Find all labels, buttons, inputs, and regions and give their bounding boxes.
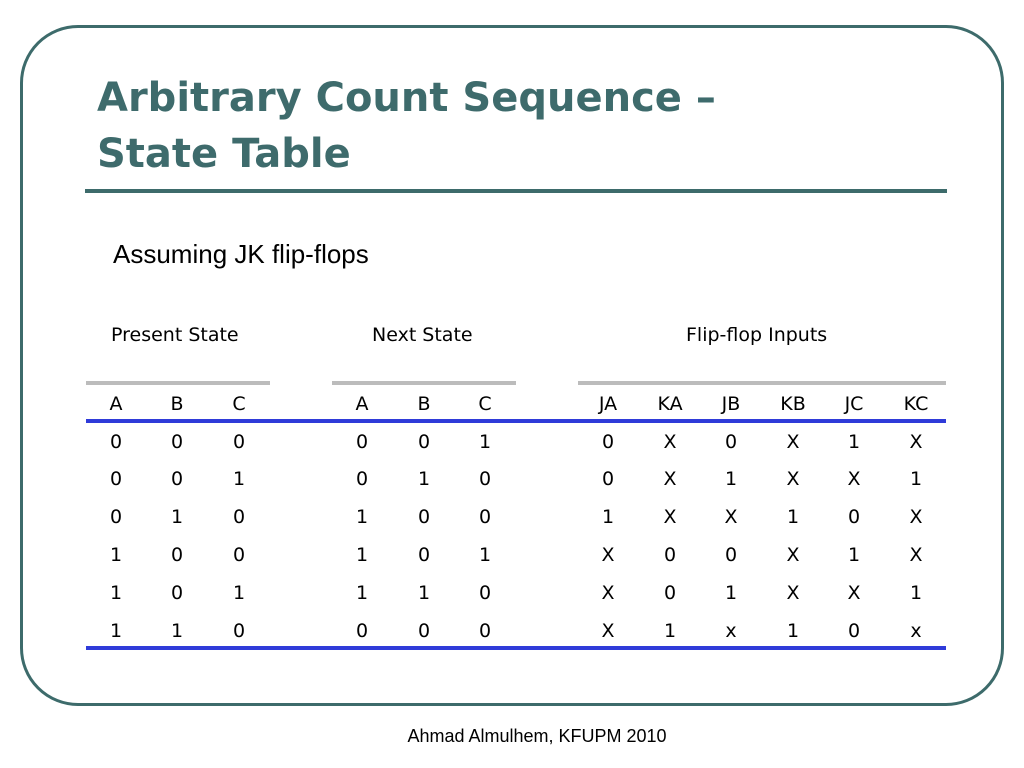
table-cell: 1 xyxy=(786,506,800,528)
table-cell: x xyxy=(725,620,737,642)
table-cell: 1 xyxy=(109,544,123,566)
table-cell: 0 xyxy=(109,506,123,528)
column-header: B xyxy=(170,393,184,415)
table-cell: 1 xyxy=(909,468,923,490)
table-cell: 0 xyxy=(847,506,861,528)
group-rule-flipflop-inputs xyxy=(578,381,946,385)
table-cell: 0 xyxy=(478,582,492,604)
column-header: A xyxy=(109,393,123,415)
table-cell: X xyxy=(663,468,677,490)
column-header: A xyxy=(355,393,369,415)
table-cell: 0 xyxy=(724,431,738,453)
table-cell: X xyxy=(909,506,923,528)
table-cell: X xyxy=(663,506,677,528)
table-cell: 0 xyxy=(601,431,615,453)
column-header: KB xyxy=(780,393,806,415)
table-cell: 1 xyxy=(663,620,677,642)
column-header: KC xyxy=(903,393,929,415)
footer-credit: Ahmad Almulhem, KFUPM 2010 xyxy=(407,726,667,746)
table-cell: X xyxy=(847,468,861,490)
table-cell: 0 xyxy=(170,544,184,566)
title-line-1: Arbitrary Count Sequence – xyxy=(97,75,716,121)
column-header: C xyxy=(232,393,246,415)
table-cell: X xyxy=(786,582,800,604)
table-cell: 0 xyxy=(724,544,738,566)
table-cell: X xyxy=(601,544,615,566)
table-cell: 0 xyxy=(847,620,861,642)
group-label-flipflop-inputs: Flip-flop Inputs xyxy=(686,324,828,346)
table-cell: 0 xyxy=(663,582,677,604)
table-cell: 0 xyxy=(109,468,123,490)
column-header: JC xyxy=(844,393,864,415)
table-cell: X xyxy=(786,468,800,490)
table-cell: X xyxy=(786,544,800,566)
table-cell: 1 xyxy=(847,544,861,566)
slide-title xyxy=(97,70,716,182)
table-cell: 1 xyxy=(355,582,369,604)
table-cell: 1 xyxy=(786,620,800,642)
table-cell: X xyxy=(663,431,677,453)
table-cell: X xyxy=(909,431,923,453)
table-cell: 1 xyxy=(109,620,123,642)
group-label-present-state: Present State xyxy=(111,324,239,346)
column-header: B xyxy=(417,393,431,415)
table-cell: 1 xyxy=(417,468,431,490)
table-cell: 1 xyxy=(170,506,184,528)
table-cell: X xyxy=(909,544,923,566)
table-cell: 1 xyxy=(417,582,431,604)
table-cell: 1 xyxy=(355,544,369,566)
table-cell: 0 xyxy=(170,431,184,453)
table-cell: 1 xyxy=(847,431,861,453)
table-cell: 0 xyxy=(232,544,246,566)
table-cell: 0 xyxy=(232,431,246,453)
table-cell: 0 xyxy=(109,431,123,453)
table-cell: 0 xyxy=(170,468,184,490)
table-cell: 0 xyxy=(601,468,615,490)
title-divider xyxy=(85,189,947,193)
table-cell: 1 xyxy=(109,582,123,604)
table-cell: 0 xyxy=(355,431,369,453)
table-cell: 1 xyxy=(601,506,615,528)
table-cell: 0 xyxy=(355,468,369,490)
column-header: C xyxy=(478,393,492,415)
table-cell: X xyxy=(724,506,738,528)
table-cell: 0 xyxy=(232,620,246,642)
group-label-next-state: Next State xyxy=(372,324,473,346)
header-rule xyxy=(86,419,946,423)
table-cell: 0 xyxy=(417,506,431,528)
table-cell: 0 xyxy=(478,468,492,490)
table-cell: 1 xyxy=(232,582,246,604)
subtitle: Assuming JK flip-flops xyxy=(113,239,369,269)
table-cell: 0 xyxy=(355,620,369,642)
table-cell: 1 xyxy=(355,506,369,528)
table-cell: X xyxy=(786,431,800,453)
column-header: JB xyxy=(721,393,741,415)
column-header: KA xyxy=(657,393,683,415)
table-cell: 1 xyxy=(909,582,923,604)
table-cell: 0 xyxy=(417,620,431,642)
table-cell: X xyxy=(847,582,861,604)
table-cell: x xyxy=(910,620,922,642)
table-cell: 1 xyxy=(724,468,738,490)
table-cell: 1 xyxy=(724,582,738,604)
table-cell: 0 xyxy=(417,544,431,566)
table-bottom-rule xyxy=(86,646,946,650)
table-cell: 0 xyxy=(478,620,492,642)
column-header: JA xyxy=(598,393,618,415)
table-cell: 0 xyxy=(478,506,492,528)
table-cell: 1 xyxy=(170,620,184,642)
table-cell: 0 xyxy=(417,431,431,453)
table-cell: 1 xyxy=(478,431,492,453)
table-cell: 0 xyxy=(663,544,677,566)
table-cell: 0 xyxy=(170,582,184,604)
table-cell: 1 xyxy=(232,468,246,490)
group-rule-next-state xyxy=(332,381,516,385)
title-line-2: State Table xyxy=(97,131,351,177)
table-cell: 1 xyxy=(478,544,492,566)
table-cell: 0 xyxy=(232,506,246,528)
group-rule-present-state xyxy=(86,381,270,385)
table-cell: X xyxy=(601,620,615,642)
table-cell: X xyxy=(601,582,615,604)
